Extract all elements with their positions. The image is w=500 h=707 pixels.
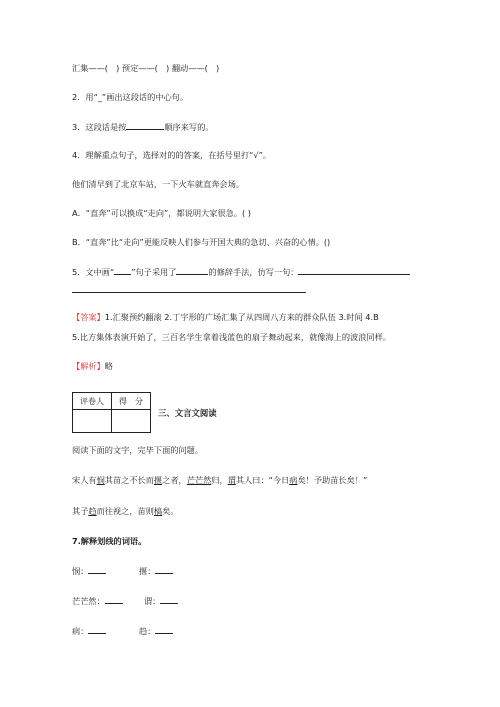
- question-5-quote-blank[interactable]: [114, 265, 131, 275]
- field-bing: [72, 624, 106, 637]
- score-table-grader-header: 评卷人: [73, 393, 112, 410]
- question-5-answer-line[interactable]: [72, 292, 306, 293]
- analysis-text: 略: [104, 361, 113, 371]
- field-blank[interactable]: [88, 564, 106, 574]
- answer-line-1: [72, 311, 379, 323]
- question-5-suffix: 的修辞手法，仿写一句：: [208, 267, 299, 277]
- question-5-rhetoric-blank[interactable]: [176, 265, 208, 275]
- field-label: 谓：: [144, 596, 161, 606]
- field-blank[interactable]: [105, 594, 123, 604]
- question-4-option-b: B．“直奔”比“走向”更能反映人们参与开国大典的急切、兴奋的心情。(): [72, 237, 331, 247]
- underlined-word: 谓: [227, 475, 236, 485]
- field-min: [72, 564, 106, 577]
- field-mangmang: [72, 594, 123, 607]
- score-table: [72, 392, 151, 433]
- passage-text: 之者，: [162, 475, 187, 485]
- field-qu: [139, 624, 173, 637]
- field-label: 揠：: [139, 566, 156, 576]
- question-7: 7.解释划线的词语。: [72, 536, 147, 546]
- section-3-title: 三、文言文阅读: [158, 408, 217, 418]
- question-4-quote: 他们清早到了北京车站，一下火车就直奔会场。: [72, 179, 244, 189]
- underlined-word: 病: [289, 475, 298, 485]
- question-2: 2．用“_”画出这段话的中心句。: [72, 92, 189, 102]
- passage-text: 宋人有: [72, 475, 97, 485]
- question-4-option-a: A．“直奔”可以换成“走向”，都说明大家很急。( ): [72, 208, 251, 218]
- field-blank[interactable]: [88, 624, 106, 634]
- answer-line-2: 5.比方集体表演开始了，三百名学生拿着浅蓝色的扇子舞动起来，就像海上的波浪同样。: [72, 332, 391, 342]
- passage-line-2: [72, 505, 179, 517]
- question-1-line: 汇集——( ) 预定——( ) 翻动——( ): [72, 63, 220, 73]
- field-label: 趋：: [139, 626, 156, 636]
- underlined-word: 趋: [88, 506, 97, 516]
- score-table-score-header: 得 分: [112, 393, 151, 410]
- score-table-grader-cell[interactable]: [73, 410, 112, 433]
- question-5: [72, 265, 410, 278]
- field-ya: [139, 564, 173, 577]
- question-3-blank[interactable]: [126, 120, 164, 130]
- underlined-word: 槁: [153, 506, 163, 516]
- passage-text: 而往视之，苗则: [96, 506, 154, 516]
- field-label: 芒芒然：: [72, 596, 105, 606]
- field-blank[interactable]: [155, 564, 173, 574]
- field-blank[interactable]: [155, 624, 173, 634]
- passage-text: 其人曰：“今日: [235, 475, 290, 485]
- question-3-suffix: 顺序来写的。: [164, 122, 214, 132]
- passage-line-1: [72, 474, 367, 486]
- question-3: [72, 120, 213, 133]
- field-blank[interactable]: [160, 594, 178, 604]
- passage-text: 其苗之不长而: [104, 475, 154, 485]
- section-3-instruction: 阅读下面的文字，完毕下面的问题。: [72, 445, 204, 455]
- question-5-prefix: 5．文中画“: [72, 267, 115, 277]
- passage-text: 其子: [72, 506, 89, 516]
- question-5-answer-blank[interactable]: [298, 265, 410, 275]
- passage-text: 归，: [211, 475, 228, 485]
- analysis-line: [72, 360, 113, 372]
- field-wei: [144, 594, 178, 607]
- underlined-word: 芒芒然: [186, 475, 212, 485]
- answer-label: 【答案】: [72, 312, 105, 322]
- question-5-mid: ”句子采用了: [131, 267, 177, 277]
- field-label: 病：: [72, 626, 89, 636]
- score-table-score-cell[interactable]: [112, 410, 151, 433]
- passage-text: 矣。: [162, 506, 179, 516]
- analysis-label: 【解析】: [72, 361, 105, 371]
- field-label: 悯：: [72, 566, 89, 576]
- passage-text: 矣！予助苗长矣！”: [297, 475, 368, 485]
- underlined-word: 悯: [96, 475, 105, 485]
- question-3-prefix: 3．这段话是按: [72, 122, 127, 132]
- answer-text-1: 1.汇聚预约翻滚 2.丁字形的广场汇集了从四周八方来的群众队伍 3.时间 4.B: [104, 312, 379, 322]
- underlined-word: 揠: [153, 475, 163, 485]
- question-4: 4．理解重点句子，选择对的的答案，在括号里打“√”。: [72, 150, 272, 160]
